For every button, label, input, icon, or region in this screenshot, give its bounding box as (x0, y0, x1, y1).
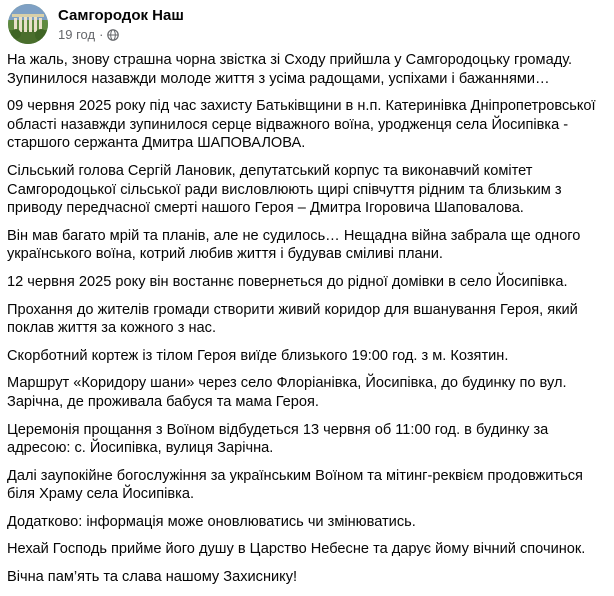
post-paragraph: Далі заупокійне богослужіння за українським Воїном та мітинг-реквієм продовжиться біля Храму села Йосипівка. (7, 467, 583, 503)
post-paragraph: Він мав багато мрій та планів, але не судилось… Нещадна війна забрала ще одного українського воїна, котрий любив життя і будував сміливі плани. (7, 227, 581, 263)
post-paragraph: 09 червня 2025 року під час захисту Батьківщини в н.п. Катеринівка Дніпропетровської області назавжди зупинилося серце відважного воїна, уродженця села Йосипівка - старшого сержанта Дмитра ШАПОВАЛОВА. (7, 98, 596, 152)
page-name-link[interactable]: Самгородок Наш (58, 7, 184, 24)
post-paragraph: Скорботний кортеж із тілом Героя виїде близького 19:00 год. з м. Козятин. (7, 347, 509, 364)
post-paragraph: Прохання до жителів громади створити живий коридор для вшанування Героя, який поклав життя за кожного з нас. (7, 301, 578, 337)
post-paragraph: Нехай Господь прийме його душу в Царство Небесне та дарує йому вічний спочинок. (7, 541, 586, 558)
avatar-landscape-image (8, 4, 48, 44)
post-timestamp[interactable]: 19 год (58, 27, 96, 42)
post-header (8, 4, 608, 44)
post-paragraph: Маршрут «Коридору шани» через село Флоріанівка, Йосипівка, до будинку по вул. Зарічна, де проживала бабуся та мама Героя. (7, 375, 567, 410)
post-paragraph: Додатково: інформація може оновлюватись чи змінюватись. (7, 513, 416, 530)
post-paragraph: На жаль, знову страшна чорна звістка зі Сходу прийшла у Самгородоцьку громаду. Зупинилося назавжди молоде життя з усіма радощами, успіхами і бажаннями… (7, 52, 573, 87)
post-paragraph: 12 червня 2025 року він востаннє повернеться до рідної домівки в село Йосипівка. (7, 273, 568, 290)
post-paragraph: Сільський голова Сергій Лановик, депутатський корпус та виконавчий комітет Самгородоцької сільської ради висловлюють щирі співчуття рідним та близьким з приводу передчасної смерті нашого Героя – Дмитра Ігоровича Шаповалова. (7, 162, 562, 217)
post-paragraph: Церемонія прощання з Воїном відбудеться 13 червня об 11:00 год. в будинку за адресою: с. Йосипівка, вулиця Зарічна. (7, 421, 549, 457)
globe-icon[interactable] (107, 29, 119, 41)
meta-separator: · (99, 27, 104, 42)
page-avatar[interactable] (8, 4, 48, 44)
post-meta (58, 27, 119, 43)
post-body (7, 51, 611, 596)
post-paragraph: Вічна пам’ять та слава нашому Захиснику! (7, 569, 298, 586)
